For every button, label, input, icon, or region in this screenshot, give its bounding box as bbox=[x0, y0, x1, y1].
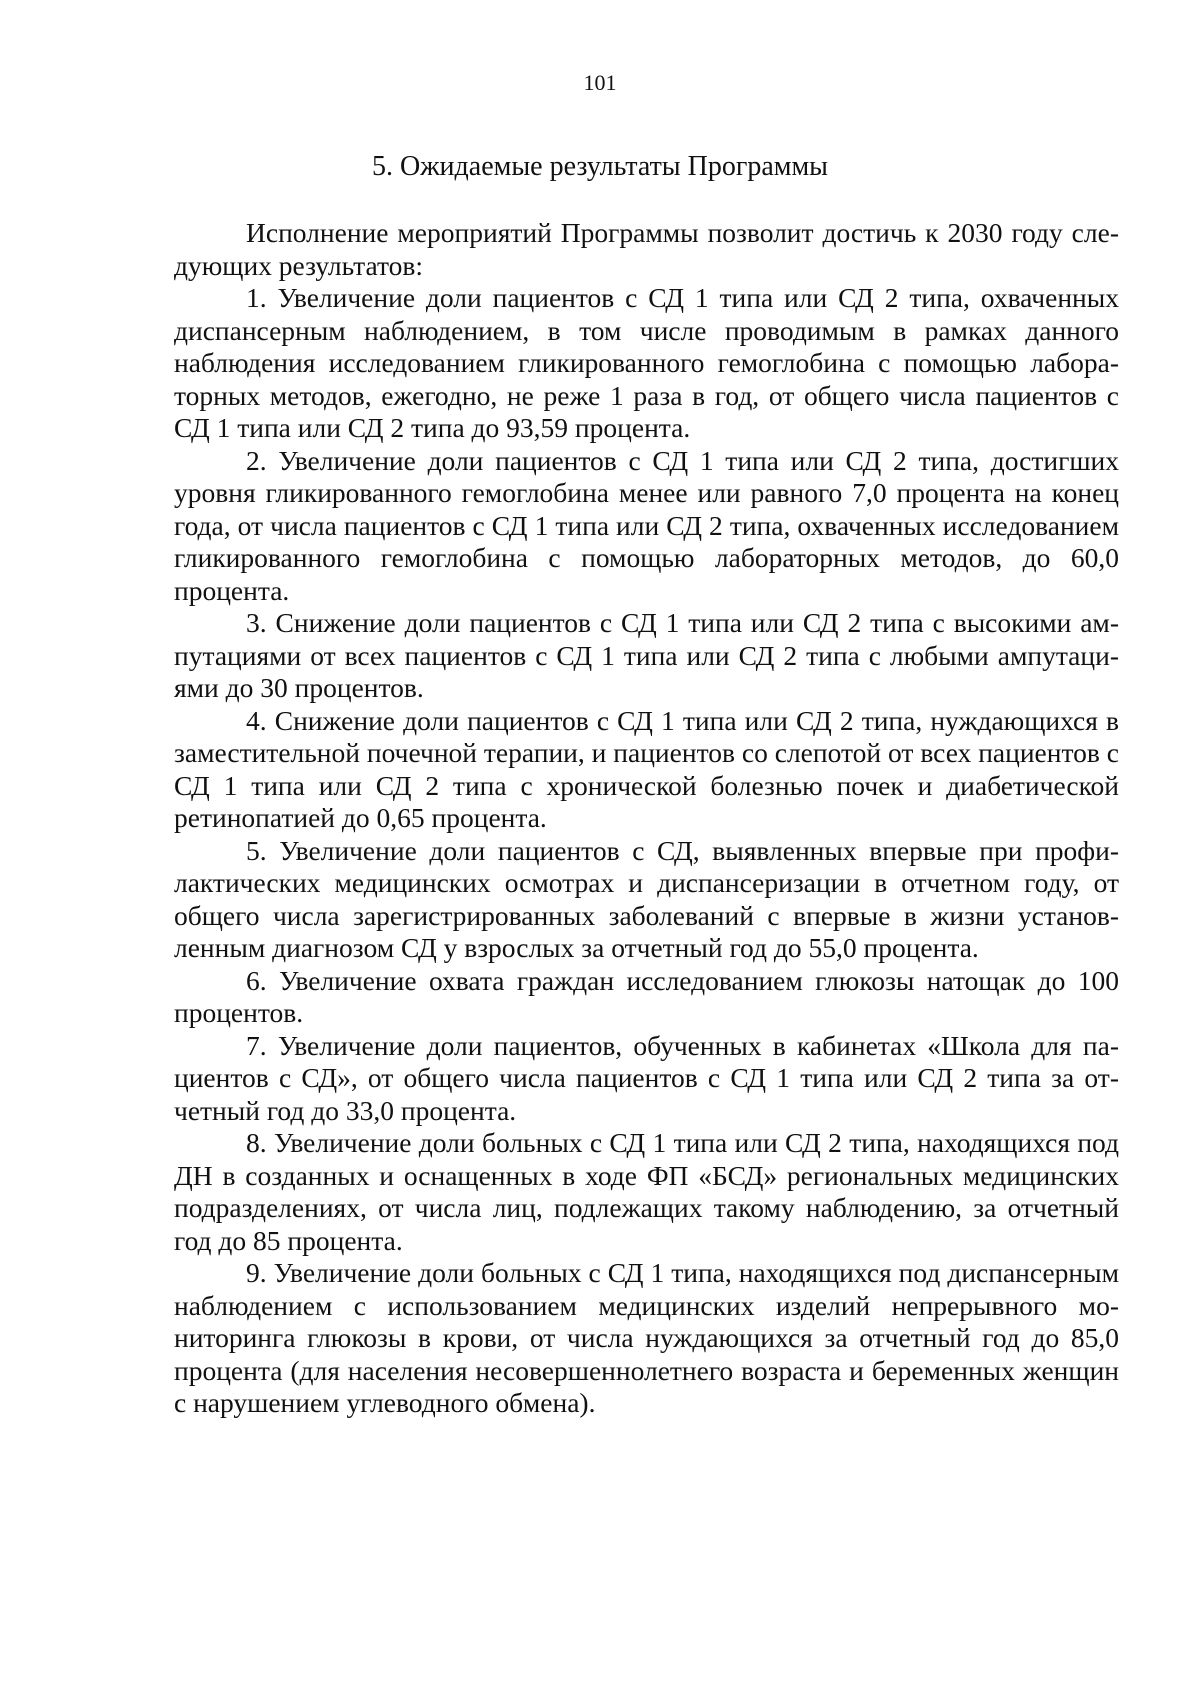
result-item-7: 7. Увеличение доли пациентов, обученных в кабинетах «Школа для пациентов с СД», от общего числа пациентов с СД 1 типа или СД 2 типа за отчетный год до 33,0 процента. bbox=[174, 1029, 1119, 1126]
result-item-8: 8. Увеличение доли больных с СД 1 типа или СД 2 типа, находящихся под ДН в созданных и оснащенных в ходе ФП «БСД» региональных медицинских подразделениях, от числа лиц, подлежащих такому наблюдению, за отчетный год до 85 процента. bbox=[174, 1127, 1119, 1256]
body-text bbox=[174, 217, 1119, 1420]
result-item-3: 3. Снижение доли пациентов с СД 1 типа или СД 2 типа с высокими ампутациями от всех пациентов с СД 1 типа или СД 2 типа с любыми ампутациями до 30 процентов. bbox=[174, 607, 1119, 703]
result-item-4: 4. Снижение доли пациентов с СД 1 типа или СД 2 типа, нуждающихся в заместительной почечной терапии, и пациентов со слепотой от всех пациентов с СД 1 типа или СД 2 типа с хронической болезнью почек и диабетической ретинопатией до 0,65 процента. bbox=[174, 704, 1119, 833]
section-title: 5. Ожидаемые результаты Программы bbox=[371, 151, 828, 182]
result-item-1: 1. Увеличение доли пациентов с СД 1 типа или СД 2 типа, охваченных диспансерным наблюдением, в том числе проводимым в рамках данного наблюдения исследованием гликированного гемоглобина с помощью лабораторных методов, ежегодно, не реже 1 раза в год, от общего числа пациентов с СД 1 типа или СД 2 типа до 93,59 процента. bbox=[174, 282, 1119, 443]
result-item-5: 5. Увеличение доли пациентов с СД, выявленных впервые при профилактических медицинских осмотрах и диспансеризации в отчетном году, от общего числа зарегистрированных заболеваний с впервые в жизни установленным диагнозом СД у взрослых за отчетный год до 55,0 процента. bbox=[174, 834, 1119, 963]
result-item-2: 2. Увеличение доли пациентов с СД 1 типа или СД 2 типа, достигших уровня гликированного гемоглобина менее или равного 7,0 процента на конец года, от числа пациентов с СД 1 типа или СД 2 типа, охваченных исследованием гликированного гемоглобина с помощью лабораторных методов, до 60,0 процента. bbox=[174, 444, 1119, 606]
intro-paragraph: Исполнение мероприятий Программы позволит достичь к 2030 году следующих результатов: bbox=[174, 217, 1119, 281]
page-number: 101 bbox=[583, 70, 617, 95]
result-item-9: 9. Увеличение доли больных с СД 1 типа, находящихся под диспансерным наблюдением с использованием медицинских изделий непрерывного мониторинга глюкозы в крови, от числа нуждающихся за отчетный год до 85,0 процента (для населения несовершеннолетнего возраста и беременных женщин с нарушением углеводного обмена). bbox=[174, 1257, 1119, 1418]
result-item-6: 6. Увеличение охвата граждан исследованием глюкозы натощак до 100 процентов. bbox=[174, 964, 1119, 1028]
